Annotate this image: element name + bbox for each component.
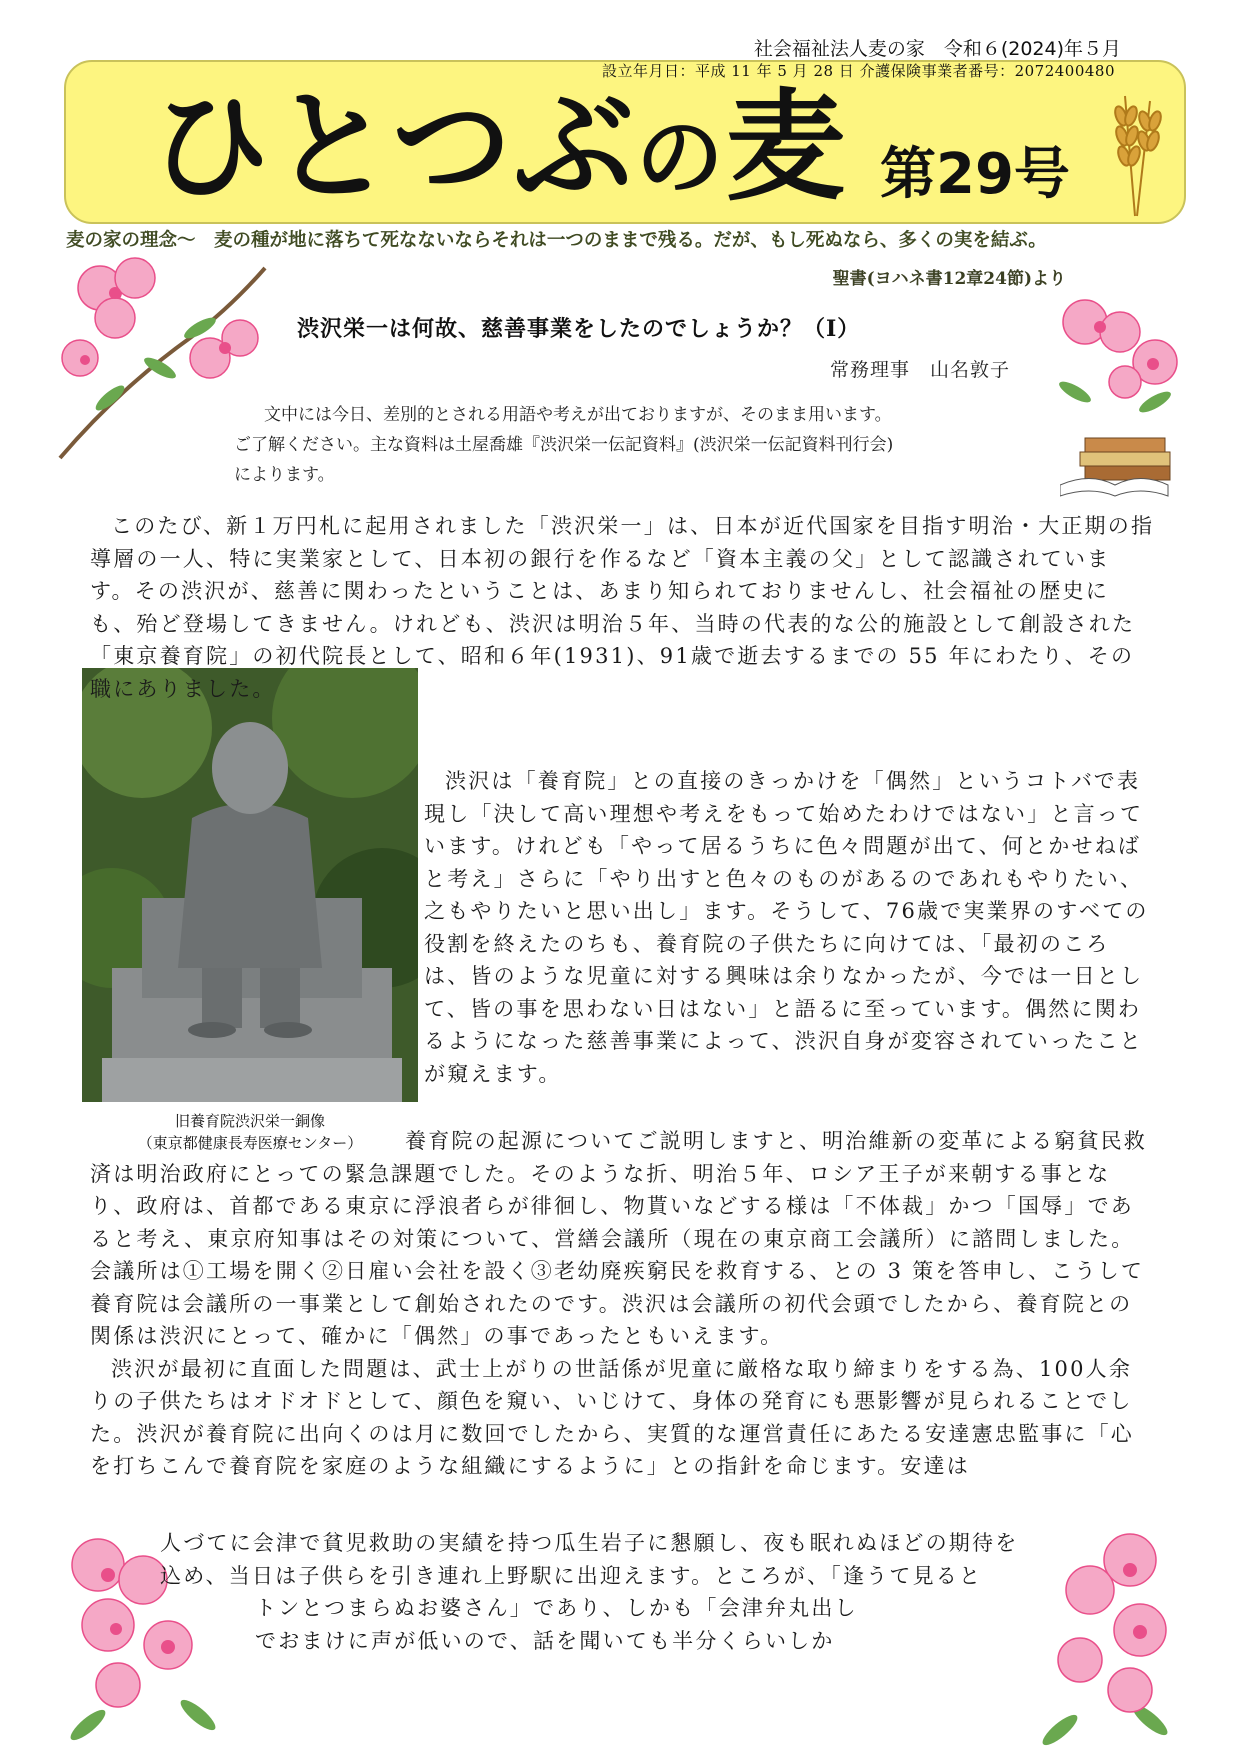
article-body-lower	[90, 1125, 1155, 1483]
article-body-right	[424, 765, 1155, 1090]
paragraph-1: このたび、新１万円札に起用されました「渋沢栄一」は、日本が近代国家を目指す明治・大正期の指導層の一人、特に実業家として、日本初の銀行を作るなど「資本主義の父」として認識されています。その渋沢が、慈善に関わったということは、あまり知られておりませんし、社会福祉の歴史にも、殆ど登場してきません。けれども、渋沢は明治５年、当時の代表的な公的施設として創設された「東京養育院」の初代院長として、昭和６年(1931)、91歳で逝去するまでの 55 年にわたり、その職にありました。	[90, 514, 1155, 701]
title-end: 麦	[725, 78, 848, 217]
tail-line: 込め、当日は子供らを引き連れ上野駅に出迎えます。ところが、「逢うて見ると	[160, 1563, 983, 1588]
motto: 麦の家の理念～ 麦の種が地に落ちて死なないならそれは一つのままで残る。だが、もし死ぬなら、多くの実を結ぶ。	[66, 230, 1047, 251]
paragraph-3: 養育院の起源についてご説明しますと、明治維新の変革による窮貧民救済は明治政府にとっての緊急課題でした。そのような折、明治５年、ロシア王子が来朝する事となり、政府は、首都である東京に浮浪者らが徘徊し、物貰いなどする様は「不体裁」かつ「国辱」であると考え、東京府知事はその対策について、営繕会議所（現在の東京商工会議所）に諮問しました。会議所は①工場を開く②日雇い会社を設く③老幼廃疾窮民を救育する、との 3 策を答申し、こうして養育院は会議所の一事業として創始されたのです。渋沢は会議所の初代会頭でしたから、養育院との関係は渋沢にとって、確かに「偶然」の事であったともいえます。	[90, 1129, 1147, 1348]
photo-caption-source: （東京都健康長寿医療センター）	[137, 1134, 363, 1152]
organization-line: 社会福祉法人麦の家 令和６(2024)年５月	[753, 38, 1121, 60]
paragraph-4: 渋沢が最初に直面した問題は、武士上がりの世話係が児童に厳格な取り締まりをする為、100人余りの子供たちはオドオドとして、顔色を窺い、いじけて、身体の発育にも悪影響が見られることでした。渋沢が養育院に出向くのは月に数回でしたから、実質的な運営責任にあたる安達憲忠監事に「心を打ちこんで養育院を家庭のような組織にするように」との指針を命じます。安達は	[90, 1356, 1134, 1478]
article-body-tail	[160, 1527, 1060, 1657]
photo-caption-title: 旧養育院渋沢栄一銅像	[174, 1112, 325, 1130]
established-line: 設立年月日：平成 11 年 5 月 28 日 介護保険事業者番号：2072400480	[601, 62, 1115, 80]
title-no: の	[635, 106, 726, 209]
tail-line: 人づてに会津で貧児救助の実績を持つ瓜生岩子に懇願し、夜も眠れぬほどの期待を	[160, 1531, 1019, 1555]
article-note	[234, 400, 1034, 490]
article-author: 常務理事 山名敦子	[830, 359, 1011, 381]
issue-number: 第29号	[880, 142, 1070, 207]
title-main: ひとつぶ	[150, 78, 636, 217]
tail-line: トンとつまらぬお婆さん」であり、しかも「会津弁丸出し	[255, 1596, 858, 1620]
books-icon	[1060, 430, 1180, 500]
newsletter-title	[150, 78, 848, 228]
note-line: 文中には今日、差別的とされる用語や考えが出ておりますが、そのまま用います。	[264, 405, 892, 425]
paragraph-2: 渋沢は「養育院」との直接のきっかけを「偶然」というコトバで表現し「決して高い理想や考えをもって始めたわけではない」と言っています。けれども「やって居るうちに色々問題が出て、何とかせねばと考え」さらに「やり出すと色々のものがあるのであれもやりたい、之もやりたいと思い出し」ます。そうして、76歳で実業界のすべての役割を終えたのちも、養育院の子供たちに向けては、「最初のころは、皆のような児童に対する興味は余りなかったが、今では一日として、皆の事を思わない日はない」と語るに至っています。偶然に関わるようになった慈善事業によって、渋沢自身が変容されていったことが窺えます。	[424, 769, 1149, 1086]
tail-line: でおまけに声が低いので、話を聞いても半分くらいしか	[255, 1628, 835, 1653]
note-line: によります。	[234, 465, 335, 485]
wheat-icon	[1095, 86, 1175, 218]
bible-reference: 聖書(ヨハネ書12章24節)より	[832, 269, 1066, 289]
azalea-flower-icon-right	[1035, 292, 1195, 432]
note-line: ご了解ください。主な資料は土屋喬雄『渋沢栄一伝記資料』(渋沢栄一伝記資料刊行会)	[234, 435, 894, 455]
article-title: 渋沢栄一は何故、慈善事業をしたのでしょうか？（Ⅰ）	[297, 316, 861, 342]
